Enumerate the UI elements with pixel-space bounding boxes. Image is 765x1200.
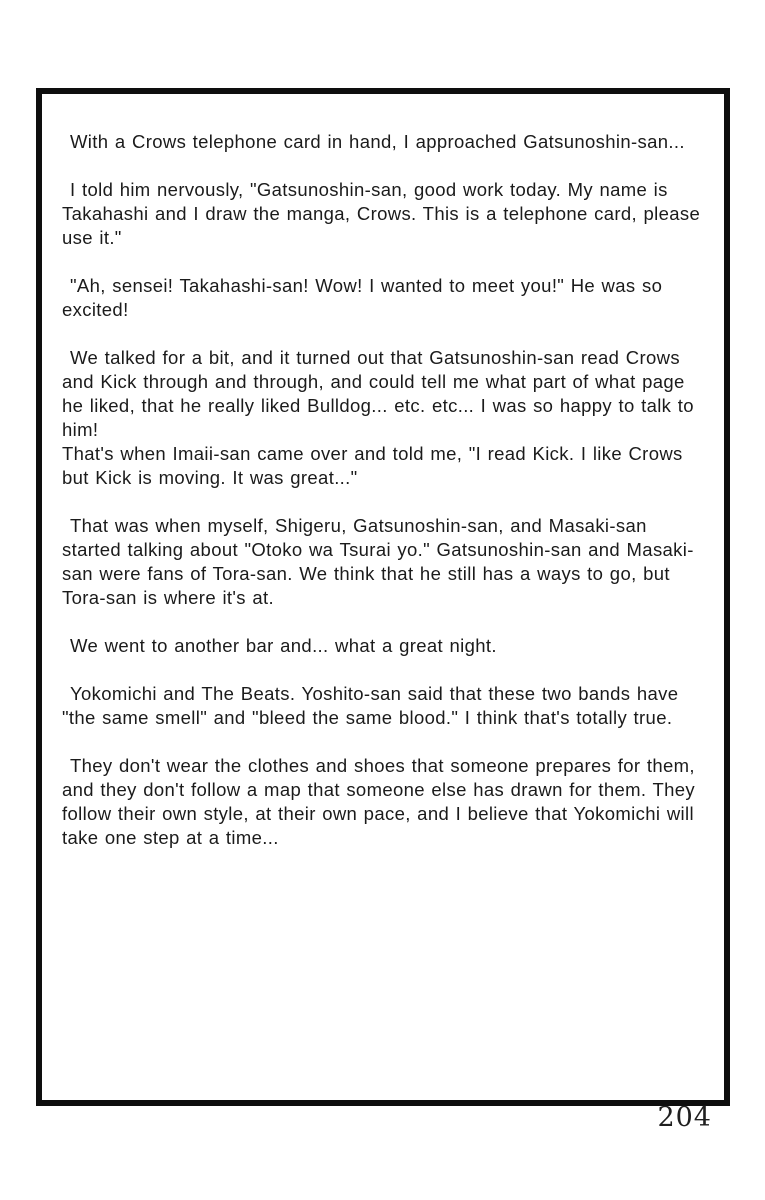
paragraph: We went to another bar and... what a great night. [70, 635, 497, 656]
paragraph: "Ah, sensei! Takahashi-san! Wow! I wanted to meet you!" He was so excited! [62, 275, 663, 320]
paragraph: That's when Imaii-san came over and told me, "I read Kick. I like Crows but Kick is moving. It was great..." [62, 443, 683, 488]
text-panel-border [36, 88, 730, 1106]
paragraph: With a Crows telephone card in hand, I approached Gatsunoshin-san... [70, 131, 685, 152]
paragraph: We talked for a bit, and it turned out that Gatsunoshin-san read Crows and Kick through and through, and could tell me what part of what page he liked, that he really liked Bulldog... etc. etc... I was so happy to talk to him! [62, 347, 694, 440]
page-number: 204 [657, 1102, 712, 1133]
paragraph: Yokomichi and The Beats. Yoshito-san said that these two bands have "the same smell" and "bleed the same blood." I think that's totally true. [62, 683, 679, 728]
paragraph: They don't wear the clothes and shoes that someone prepares for them, and they don't follow a map that someone else has drawn for them. They follow their own style, at their own pace, and I believe that Yokomichi will take one step at a time... [62, 755, 696, 848]
paragraph: I told him nervously, "Gatsunoshin-san, good work today. My name is Takahashi and I draw the manga, Crows. This is a telephone card, please use it." [62, 179, 701, 248]
paragraph: That was when myself, Shigeru, Gatsunoshin-san, and Masaki-san started talking about "Otoko wa Tsurai yo." Gatsunoshin-san and Masaki-san were fans of Tora-san. We think that he still has a ways to go, but Tora-san is where it's at. [62, 515, 694, 608]
